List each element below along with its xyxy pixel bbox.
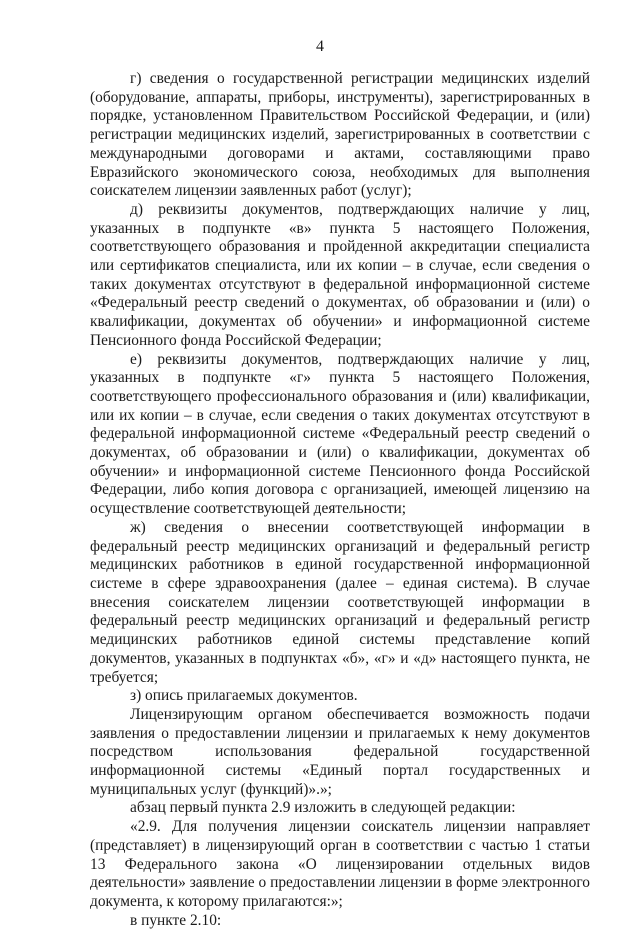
paragraph-e-qualification-documents: е) реквизиты документов, подтверждающих наличие у лиц, указанных в подпункте «г» пункта 5 настоящего Положения, соответствующего профессионального образования и (или) квалификации, или их копии – в случае, если сведения о таких документах отсутствуют в федеральной информационной системе «Федеральный реестр сведений о документах, об образовании и (или) о квалификации, документах об обучении» и информационной системе Пенсионного фонда Российской Федерации, либо копия договора с организацией, имеющей лицензию на осуществление соответствующей деятельности;	[90, 350, 590, 518]
paragraph-portal-submission: Лицензирующим органом обеспечивается возможность подачи заявления о предоставлении лицензии и прилагаемых к нему документов посредством использования федеральной государственной информационной системы «Единый портал государственных и муниципальных услуг (функций)».»;	[90, 705, 590, 798]
paragraph-z-document-inventory: з) опись прилагаемых документов.	[130, 687, 358, 705]
paragraph-d-education-documents: д) реквизиты документов, подтверждающих наличие у лиц, указанных в подпункте «в» пункта 5 настоящего Положения, соответствующего образования и пройденной аккредитации специалиста или сертификатов специалиста, или их копии – в случае, если сведения о таких документах отсутствуют в федеральной информационной системе «Федеральный реестр сведений о документах, об образовании и (или) о квалификации, документах об обучении» и информационной системе Пенсионного фонда Российской Федерации;	[90, 200, 590, 349]
paragraph-g-medical-devices: г) сведения о государственной регистрации медицинских изделий (оборудование, аппараты, приборы, инструменты), зарегистрированных в порядке, установленном Правительством Российской Федерации, и (или) регистрации медицинских изделий, зарегистрированных в соответствии с международными договорами и актами, составляющими право Евразийского экономического союза, необходимых для выполнения соискателем лицензии заявленных работ (услуг);	[90, 70, 590, 200]
document-body	[90, 70, 590, 930]
paragraph-zh-registry-info: ж) сведения о внесении соответствующей информации в федеральный реестр медицинских организаций и федеральный регистр медицинских работников в единой государственной информационной системе в сфере здравоохранения (далее – единая система). В случае внесения соискателем лицензии соответствующей информации в федеральный реестр медицинских организаций и федеральный регистр медицинских работников единой системы представление копий документов, указанных в подпунктах «б», «г» и «д» настоящего пункта, не требуется;	[90, 518, 590, 686]
page-number: 4	[316, 38, 324, 55]
paragraph-amend-2-9: абзац первый пункта 2.9 изложить в следующей редакции:	[130, 799, 516, 817]
paragraph-2-10: в пункте 2.10:	[130, 911, 222, 929]
paragraph-2-9-text: «2.9. Для получения лицензии соискатель лицензии направляет (представляет) в лицензирующий орган в соответствии с частью 1 статьи 13 Федерального закона «О лицензировании отдельных видов деятельности» заявление о предоставлении лицензии в форме электронного документа, к которому прилагаются:»;	[90, 818, 590, 910]
